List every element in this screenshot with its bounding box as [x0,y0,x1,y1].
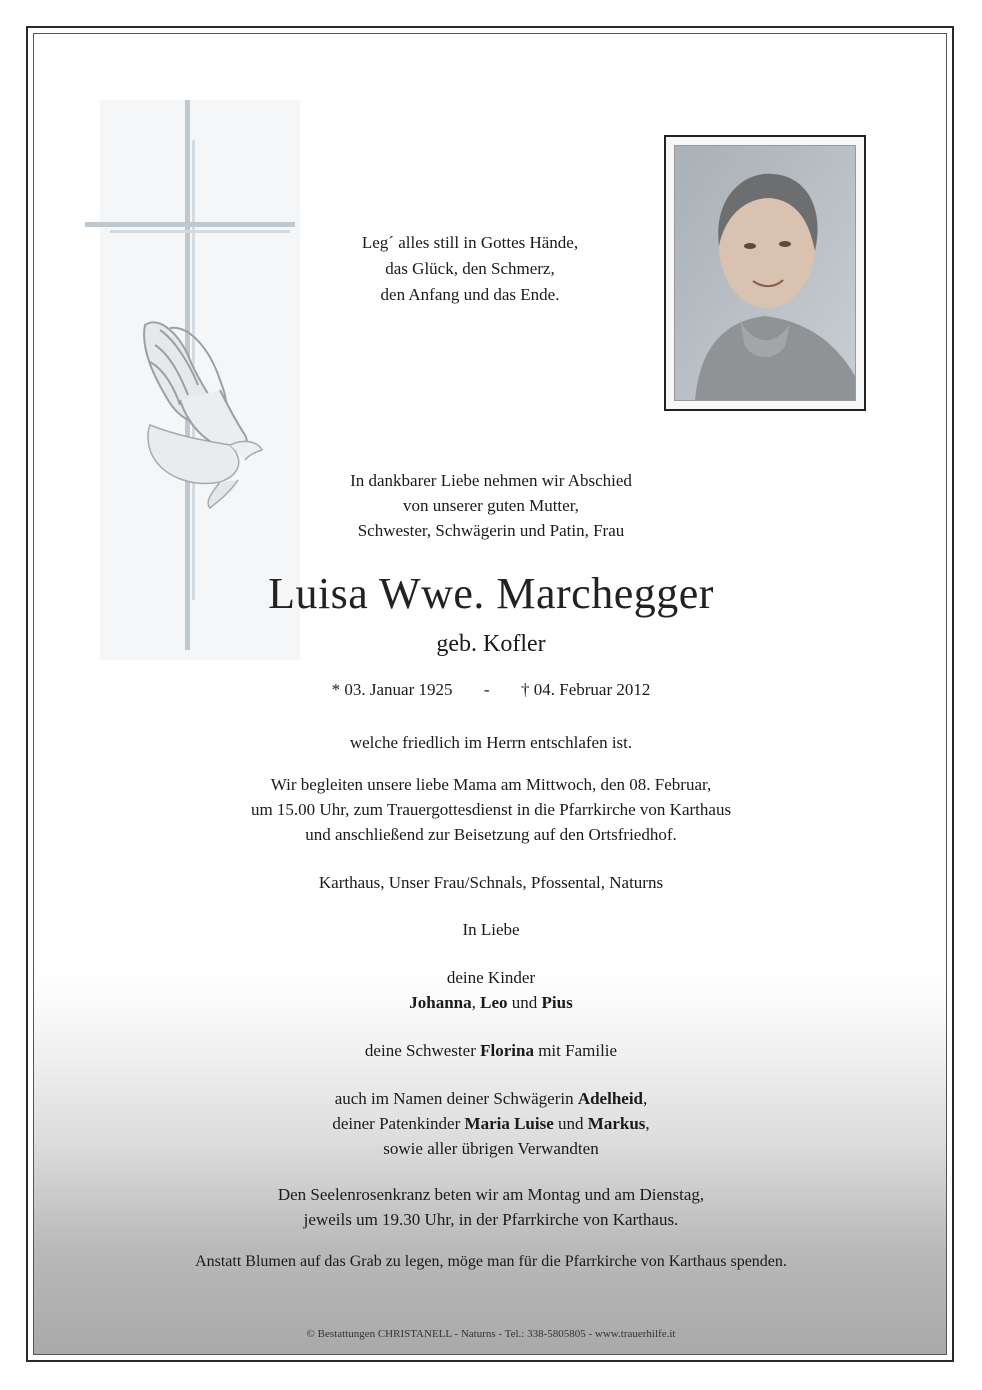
children-block [0,965,982,1015]
text: und [553,1114,588,1133]
birth-name: geb. Kofler [436,631,546,657]
birth-date: * 03. Januar 1925 [331,680,453,699]
text: deiner Patenkinder [332,1114,465,1133]
farewell-intro [0,468,982,543]
text: , [645,1114,650,1133]
relative-name: Maria Luise [464,1114,554,1133]
rosary-info [0,1182,982,1232]
rosary-line: jeweils um 19.30 Uhr, in der Pfarrkirche von Karthaus. [303,1210,679,1229]
places-line: Karthaus, Unser Frau/Schnals, Pfossental, Naturns [318,873,664,892]
relatives-line [0,1086,982,1111]
date-separator: - [483,680,490,699]
passed-away-line: welche friedlich im Herrn entschlafen ist. [349,733,633,752]
text: mit Familie [533,1041,618,1060]
funeral-line: Wir begleiten unsere liebe Mama am Mittwoch, den 08. Februar, [270,775,712,794]
sister-line [0,1038,982,1063]
intro-line: Schwester, Schwägerin und Patin, Frau [357,521,625,540]
death-date: † 04. Februar 2012 [521,680,651,699]
quote-line: Leg´ alles still in Gottes Hände, [361,233,579,252]
sister-name: Florina [480,1041,534,1060]
separator: , [471,993,481,1012]
funeral-info [0,772,982,847]
funeral-line: um 15.00 Uhr, zum Trauergottesdienst in die Pfarrkirche von Karthaus [250,800,732,819]
relative-name: Adelheid [577,1089,644,1108]
quote-line: den Anfang und das Ende. [380,285,560,304]
child-name: Pius [541,993,573,1012]
children-names [0,990,982,1015]
child-name: Leo [480,993,508,1012]
text: auch im Namen deiner Schwägerin [334,1089,578,1108]
separator: und [507,993,542,1012]
child-name: Johanna [409,993,472,1012]
deceased-name: Luisa Wwe. Marchegger [268,569,714,618]
poem-quote [320,230,620,308]
text: , [643,1089,648,1108]
relatives-block [0,1086,982,1161]
quote-line: das Glück, den Schmerz, [385,259,555,278]
life-dates [0,678,982,702]
portrait-photo [674,145,856,401]
intro-line: von unserer guten Mutter, [403,496,579,515]
portrait-frame [664,135,866,411]
rosary-line: Den Seelenrosenkranz beten wir am Montag und am Dienstag, [277,1185,705,1204]
intro-line: In dankbarer Liebe nehmen wir Abschied [350,471,632,490]
relatives-line: sowie aller übrigen Verwandten [383,1139,599,1158]
relatives-line [0,1111,982,1136]
funeral-line: und anschließend zur Beisetzung auf den Ortsfriedhof. [305,825,677,844]
relative-name: Markus [587,1114,646,1133]
text: deine Schwester [364,1041,481,1060]
in-love-line: In Liebe [462,920,520,939]
footer-credit: © Bestattungen CHRISTANELL - Naturns - Tel.: 338-5805805 - www.trauerhilfe.it [306,1328,676,1340]
children-heading: deine Kinder [446,968,536,987]
portrait-image [675,146,855,400]
flowers-note: Anstatt Blumen auf das Grab zu legen, möge man für die Pfarrkirche von Karthaus spenden. [195,1253,787,1270]
